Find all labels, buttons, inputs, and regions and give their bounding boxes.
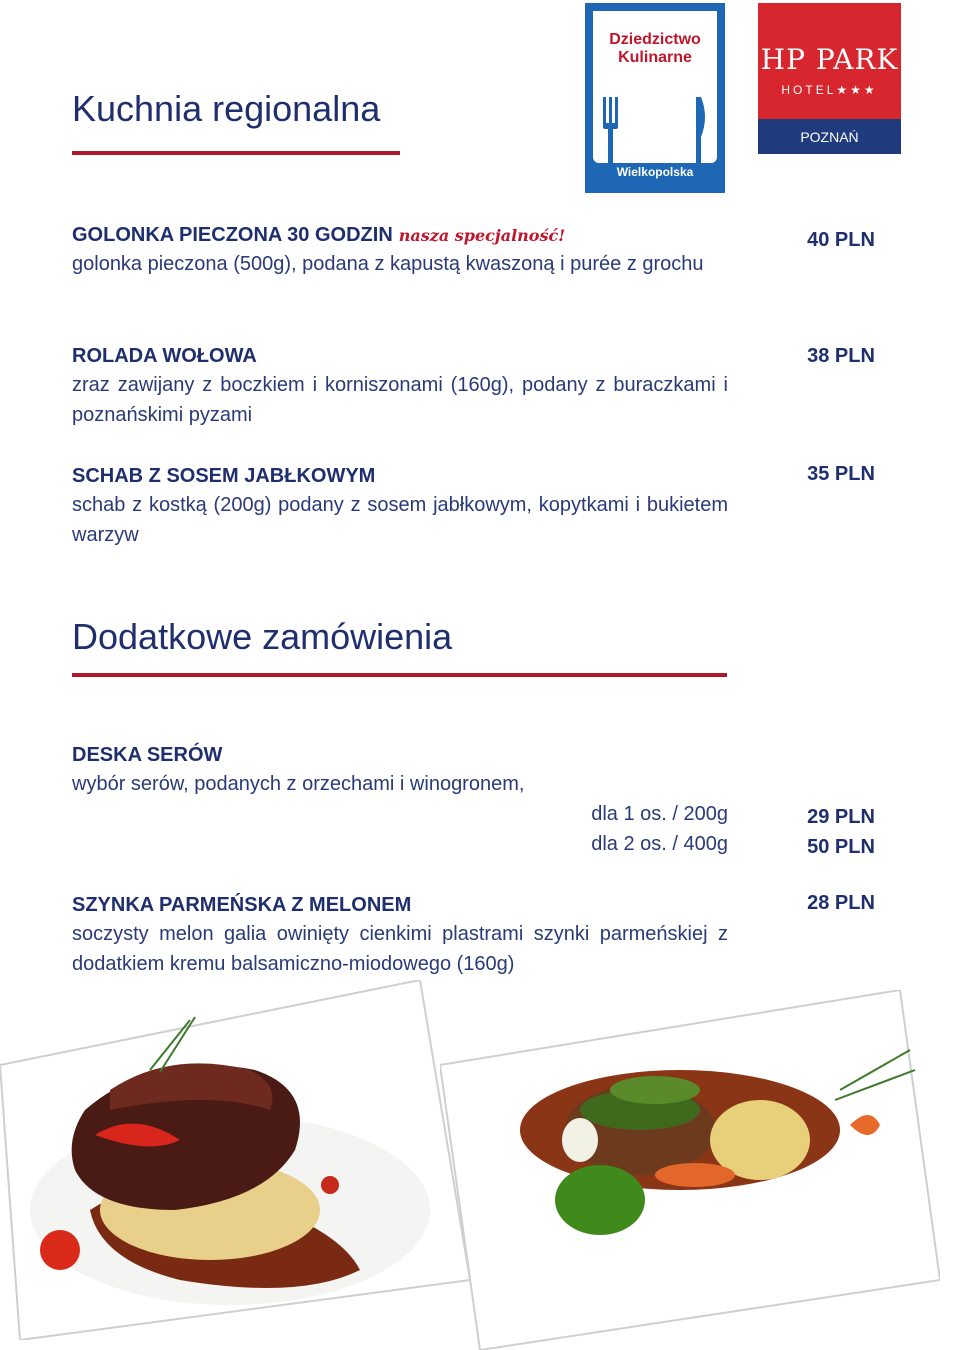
- hp-logo-city: POZNAŃ: [800, 129, 859, 145]
- menu-item-schab: [72, 465, 728, 550]
- price-schab: 35 PLN: [807, 463, 875, 485]
- dish-description: soczysty melon galia owinięty cienkimi plastrami szynki parmeńskiej z dodatkiem kremu balsamiczno-miodowego (160g): [72, 923, 728, 975]
- dish-name: DESKA SERÓW: [72, 744, 223, 766]
- dish-description: schab z kostką (200g) podany z sosem jabłkowym, kopytkami i bukietem warzyw: [72, 494, 728, 546]
- dziedzictwo-kulinarne-logo: [585, 3, 725, 193]
- fork-knife-icon: [593, 67, 717, 167]
- price-deska-2os: 50 PLN: [807, 836, 875, 858]
- dish-name: ROLADA WOŁOWA: [72, 345, 257, 367]
- menu-item-szynka: [72, 894, 728, 979]
- dish-name: SZYNKA PARMEŃSKA Z MELONEM: [72, 894, 412, 916]
- title-underline: [72, 673, 727, 677]
- dish-description: wybór serów, podanych z orzechami i winogronem,: [72, 773, 525, 795]
- dk-logo-region: Wielkopolska: [616, 165, 694, 179]
- hp-park-hotel-logo: [758, 3, 901, 154]
- section-title-regional: Kuchnia regionalna: [72, 88, 381, 129]
- menu-item-golonka: [72, 224, 728, 279]
- dk-logo-line1: Dziedzictwo: [609, 31, 701, 48]
- price-rolada: 38 PLN: [807, 345, 875, 367]
- dish-name-text: GOLONKA PIECZONA 30 GODZIN: [72, 224, 393, 246]
- food-photo-golonka: [0, 980, 470, 1340]
- variant-label: dla 1 os. / 200g: [591, 803, 728, 825]
- title-underline: [72, 151, 400, 155]
- dish-description: golonka pieczona (500g), podana z kapustą kwaszoną i purée z grochu: [72, 253, 704, 275]
- price-szynka: 28 PLN: [807, 892, 875, 914]
- dk-logo-line2: Kulinarne: [618, 49, 692, 66]
- hp-logo-hotel: HOTEL★★★: [781, 83, 878, 97]
- food-photo-schab: [440, 990, 940, 1350]
- dish-name: SCHAB Z SOSEM JABŁKOWYM: [72, 465, 376, 487]
- menu-item-deska-serow: [72, 744, 728, 859]
- price-deska-1os: 29 PLN: [807, 806, 875, 828]
- special-note: nasza specjalność!: [398, 226, 566, 245]
- section-title-additional: Dodatkowe zamówienia: [72, 616, 453, 657]
- menu-item-rolada: [72, 345, 728, 430]
- hp-logo-brand: HP PARK: [760, 43, 899, 76]
- price-golonka: 40 PLN: [807, 229, 875, 251]
- variant-label: dla 2 os. / 400g: [591, 833, 728, 855]
- dish-description: zraz zawijany z boczkiem i korniszonami (160g), podany z buraczkami i poznańskimi pyzami: [72, 374, 728, 426]
- dish-name: [72, 224, 728, 247]
